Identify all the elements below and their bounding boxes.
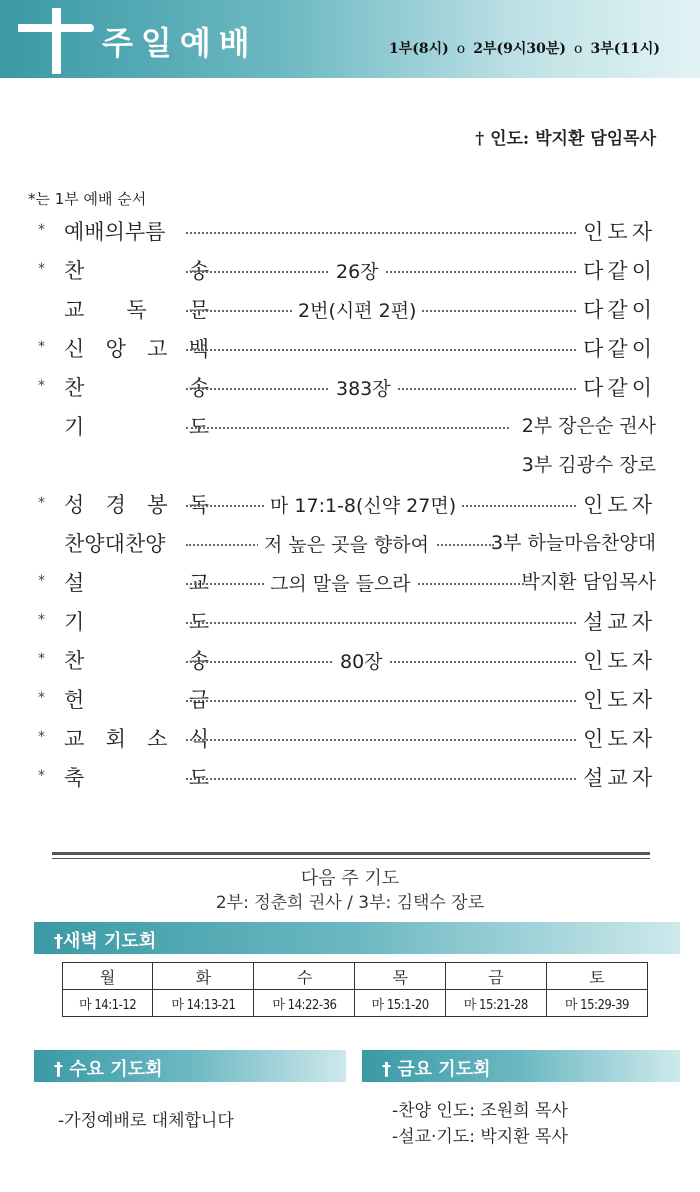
dot-leader (186, 349, 576, 351)
reading-cell: 마 14:22-36 (254, 990, 355, 1017)
wednesday-prayer-note: -가정예배로 대체합니다 (58, 1111, 234, 1131)
order-detail: 2번(시편 2편) (292, 296, 422, 323)
friday-prayer-line: -설교·기도: 박지환 목사 (392, 1127, 568, 1147)
day-cell: 화 (153, 963, 254, 990)
reading-cell: 마 15:1-20 (355, 990, 445, 1017)
order-star: * (38, 651, 45, 667)
order-row (38, 602, 658, 641)
friday-prayer-header (362, 1050, 680, 1082)
next-week-title: 다음 주 기도 (300, 868, 400, 889)
order-of-service (38, 212, 658, 797)
order-name: 축 도 (64, 766, 209, 790)
dot-leader (186, 622, 576, 624)
order-star: * (38, 690, 45, 706)
day-cell: 금 (445, 963, 546, 990)
separator: o (456, 41, 466, 57)
reading-cell: 마 15:21-28 (445, 990, 546, 1017)
day-cell: 토 (546, 963, 647, 990)
divider (52, 852, 650, 855)
order-row (38, 719, 658, 758)
separator: o (574, 41, 583, 57)
page-title: 주일예배 (102, 24, 258, 62)
order-person: 다같이 (583, 376, 656, 400)
reading-cell: 마 15:29-39 (546, 990, 647, 1017)
order-row (38, 641, 658, 680)
cross-icon-bar (18, 24, 94, 32)
order-name: 찬 송 (64, 649, 209, 673)
dot-leader (186, 427, 509, 429)
order-name: 기 도 (64, 415, 209, 439)
order-row (38, 446, 658, 485)
order-person: 3부 하늘마음찬양대 (491, 532, 656, 554)
order-person: 인도자 (583, 727, 656, 751)
order-detail: 마 17:1-8(신약 27면) (264, 491, 462, 518)
order-person: 설교자 (583, 766, 656, 790)
order-row (38, 329, 658, 368)
order-row (38, 758, 658, 797)
order-name: 성 경 봉 독 (64, 493, 209, 517)
dawn-reading-table (62, 962, 648, 1017)
order-star: * (38, 339, 45, 355)
dawn-prayer-title: †새벽 기도회 (54, 931, 157, 952)
order-name: 찬 송 (64, 376, 209, 400)
order-row (38, 680, 658, 719)
table-row (63, 963, 648, 990)
reading-cell: 마 14:1-12 (63, 990, 153, 1017)
friday-prayer-line: -찬양 인도: 조원희 목사 (392, 1101, 568, 1121)
order-star: * (38, 768, 45, 784)
order-name: 교 독 문 (64, 298, 209, 322)
order-person: 2부 장은순 권사 (521, 415, 656, 437)
next-week-prayer: 2부: 정춘희 권사 / 3부: 김택수 장로 (215, 893, 485, 913)
order-person: 다같이 (583, 337, 656, 361)
order-person: 인도자 (583, 649, 656, 673)
order-detail: 383장 (330, 374, 397, 401)
friday-prayer-title: † 금요 기도회 (382, 1059, 491, 1080)
order-row (38, 251, 658, 290)
order-detail: 26장 (330, 257, 385, 284)
service-times (389, 38, 660, 58)
order-person: 인도자 (583, 220, 656, 244)
order-name: 기 도 (64, 610, 209, 634)
order-row (38, 563, 658, 602)
day-cell: 수 (254, 963, 355, 990)
service-time-1: 1부(8시) (389, 41, 449, 57)
order-note: *는 1부 예배 순서 (28, 190, 147, 208)
dot-leader (186, 739, 576, 741)
order-row (38, 407, 658, 446)
reading-cell: 마 14:13-21 (153, 990, 254, 1017)
order-person: 설교자 (583, 610, 656, 634)
service-time-2: 2부(9시30분) (473, 41, 567, 57)
order-name: 예배의부름 (64, 220, 166, 244)
order-name: 교 회 소 식 (64, 727, 209, 751)
dot-leader (186, 232, 576, 234)
order-row (38, 212, 658, 251)
order-star: * (38, 612, 45, 628)
order-star: * (38, 573, 45, 589)
order-person: 다같이 (583, 298, 656, 322)
order-name: 찬양대찬양 (64, 532, 166, 556)
order-name: 신 앙 고 백 (64, 337, 209, 361)
day-cell: 목 (355, 963, 445, 990)
order-person: 3부 김광수 장로 (521, 454, 656, 476)
order-detail: 그의 말을 들으라 (264, 569, 417, 596)
dawn-prayer-header (34, 922, 680, 954)
order-star: * (38, 261, 45, 277)
wednesday-prayer-header (34, 1050, 346, 1082)
order-person: 다같이 (583, 259, 656, 283)
order-row (38, 290, 658, 329)
order-detail: 80장 (334, 647, 389, 674)
divider (52, 858, 650, 859)
dot-leader (186, 700, 576, 702)
order-person: 인도자 (583, 688, 656, 712)
order-star: * (38, 495, 45, 511)
order-row (38, 368, 658, 407)
order-row (38, 485, 658, 524)
order-star: * (38, 378, 45, 394)
order-row (38, 524, 658, 563)
table-row (63, 990, 648, 1017)
wednesday-prayer-title: † 수요 기도회 (54, 1059, 163, 1080)
order-star: * (38, 222, 45, 238)
service-time-3: 3부(11시) (590, 41, 660, 57)
order-name: 설 교 (64, 571, 209, 595)
order-person: 박지환 담임목사 (521, 571, 656, 593)
dot-leader (186, 778, 576, 780)
cross-icon (52, 8, 61, 74)
order-star: * (38, 729, 45, 745)
order-name: 찬 송 (64, 259, 209, 283)
day-cell: 월 (63, 963, 153, 990)
page-header (0, 0, 700, 78)
order-name: 헌 금 (64, 688, 209, 712)
order-detail: 저 높은 곳을 향하여 (258, 530, 435, 557)
order-person: 인도자 (583, 493, 656, 517)
worship-leader: † 인도: 박지환 담임목사 (475, 129, 656, 149)
